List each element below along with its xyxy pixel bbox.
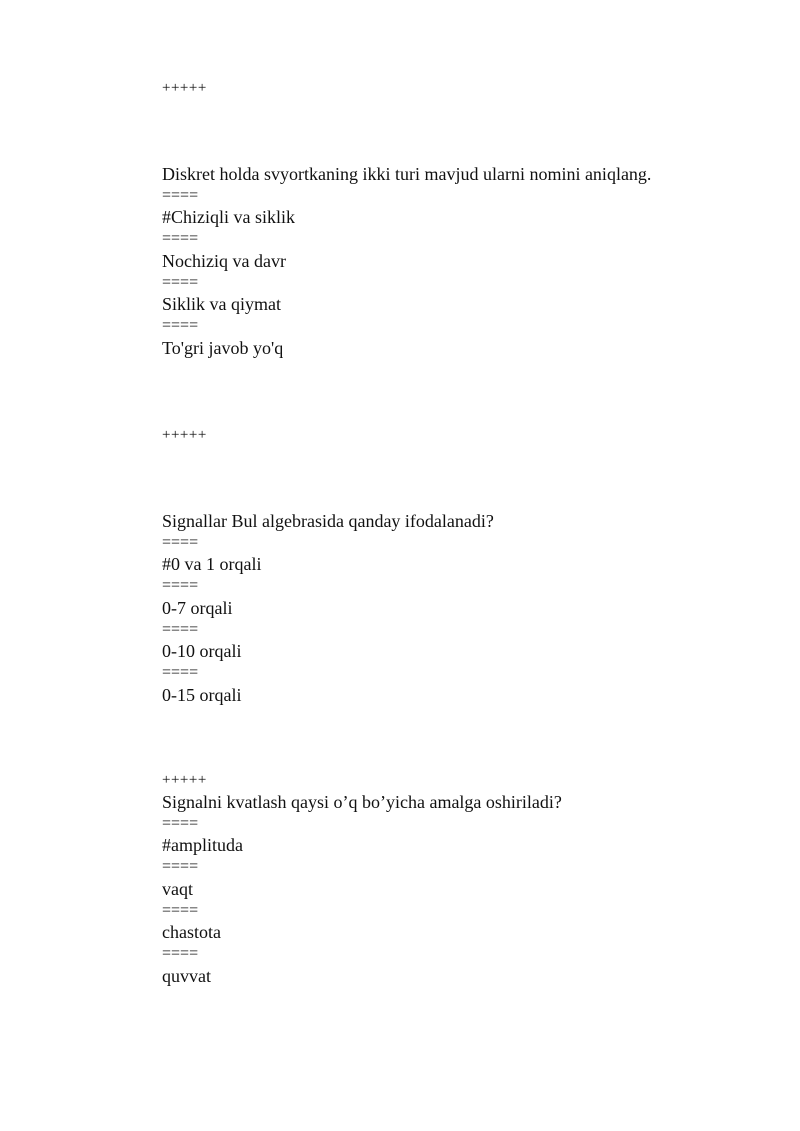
option-separator: ==== [162,317,199,334]
question-text: Diskret holda svyortkaning ikki turi mavjud ularni nomini aniqlang. [162,164,652,184]
question-marker: +++++ [162,772,207,788]
option-separator: ==== [162,187,199,204]
option-separator: ==== [162,274,199,291]
option-text: 0-15 orqali [162,685,242,705]
question-text: Signallar Bul algebrasida qanday ifodalanadi? [162,511,494,531]
option-text: Nochiziq va davr [162,251,286,271]
option-text: Siklik va qiymat [162,294,281,314]
option-separator: ==== [162,230,199,247]
option-separator: ==== [162,945,199,962]
option-text: #amplituda [162,835,243,855]
question-text: Signalni kvatlash qaysi o’q bo’yicha amalga oshiriladi? [162,792,562,812]
option-separator: ==== [162,664,199,681]
option-separator: ==== [162,858,199,875]
option-text: 0-7 orqali [162,598,233,618]
option-text: #Chiziqli va siklik [162,207,295,227]
option-separator: ==== [162,534,199,551]
option-separator: ==== [162,815,199,832]
option-text: 0-10 orqali [162,641,242,661]
option-separator: ==== [162,621,199,638]
option-text: #0 va 1 orqali [162,554,262,574]
option-separator: ==== [162,902,199,919]
option-text: vaqt [162,879,193,899]
option-separator: ==== [162,577,199,594]
question-marker: +++++ [162,427,207,443]
option-text: To'gri javob yo'q [162,338,284,358]
question-marker: +++++ [162,80,207,96]
option-text: chastota [162,922,221,942]
option-text: quvvat [162,966,211,986]
